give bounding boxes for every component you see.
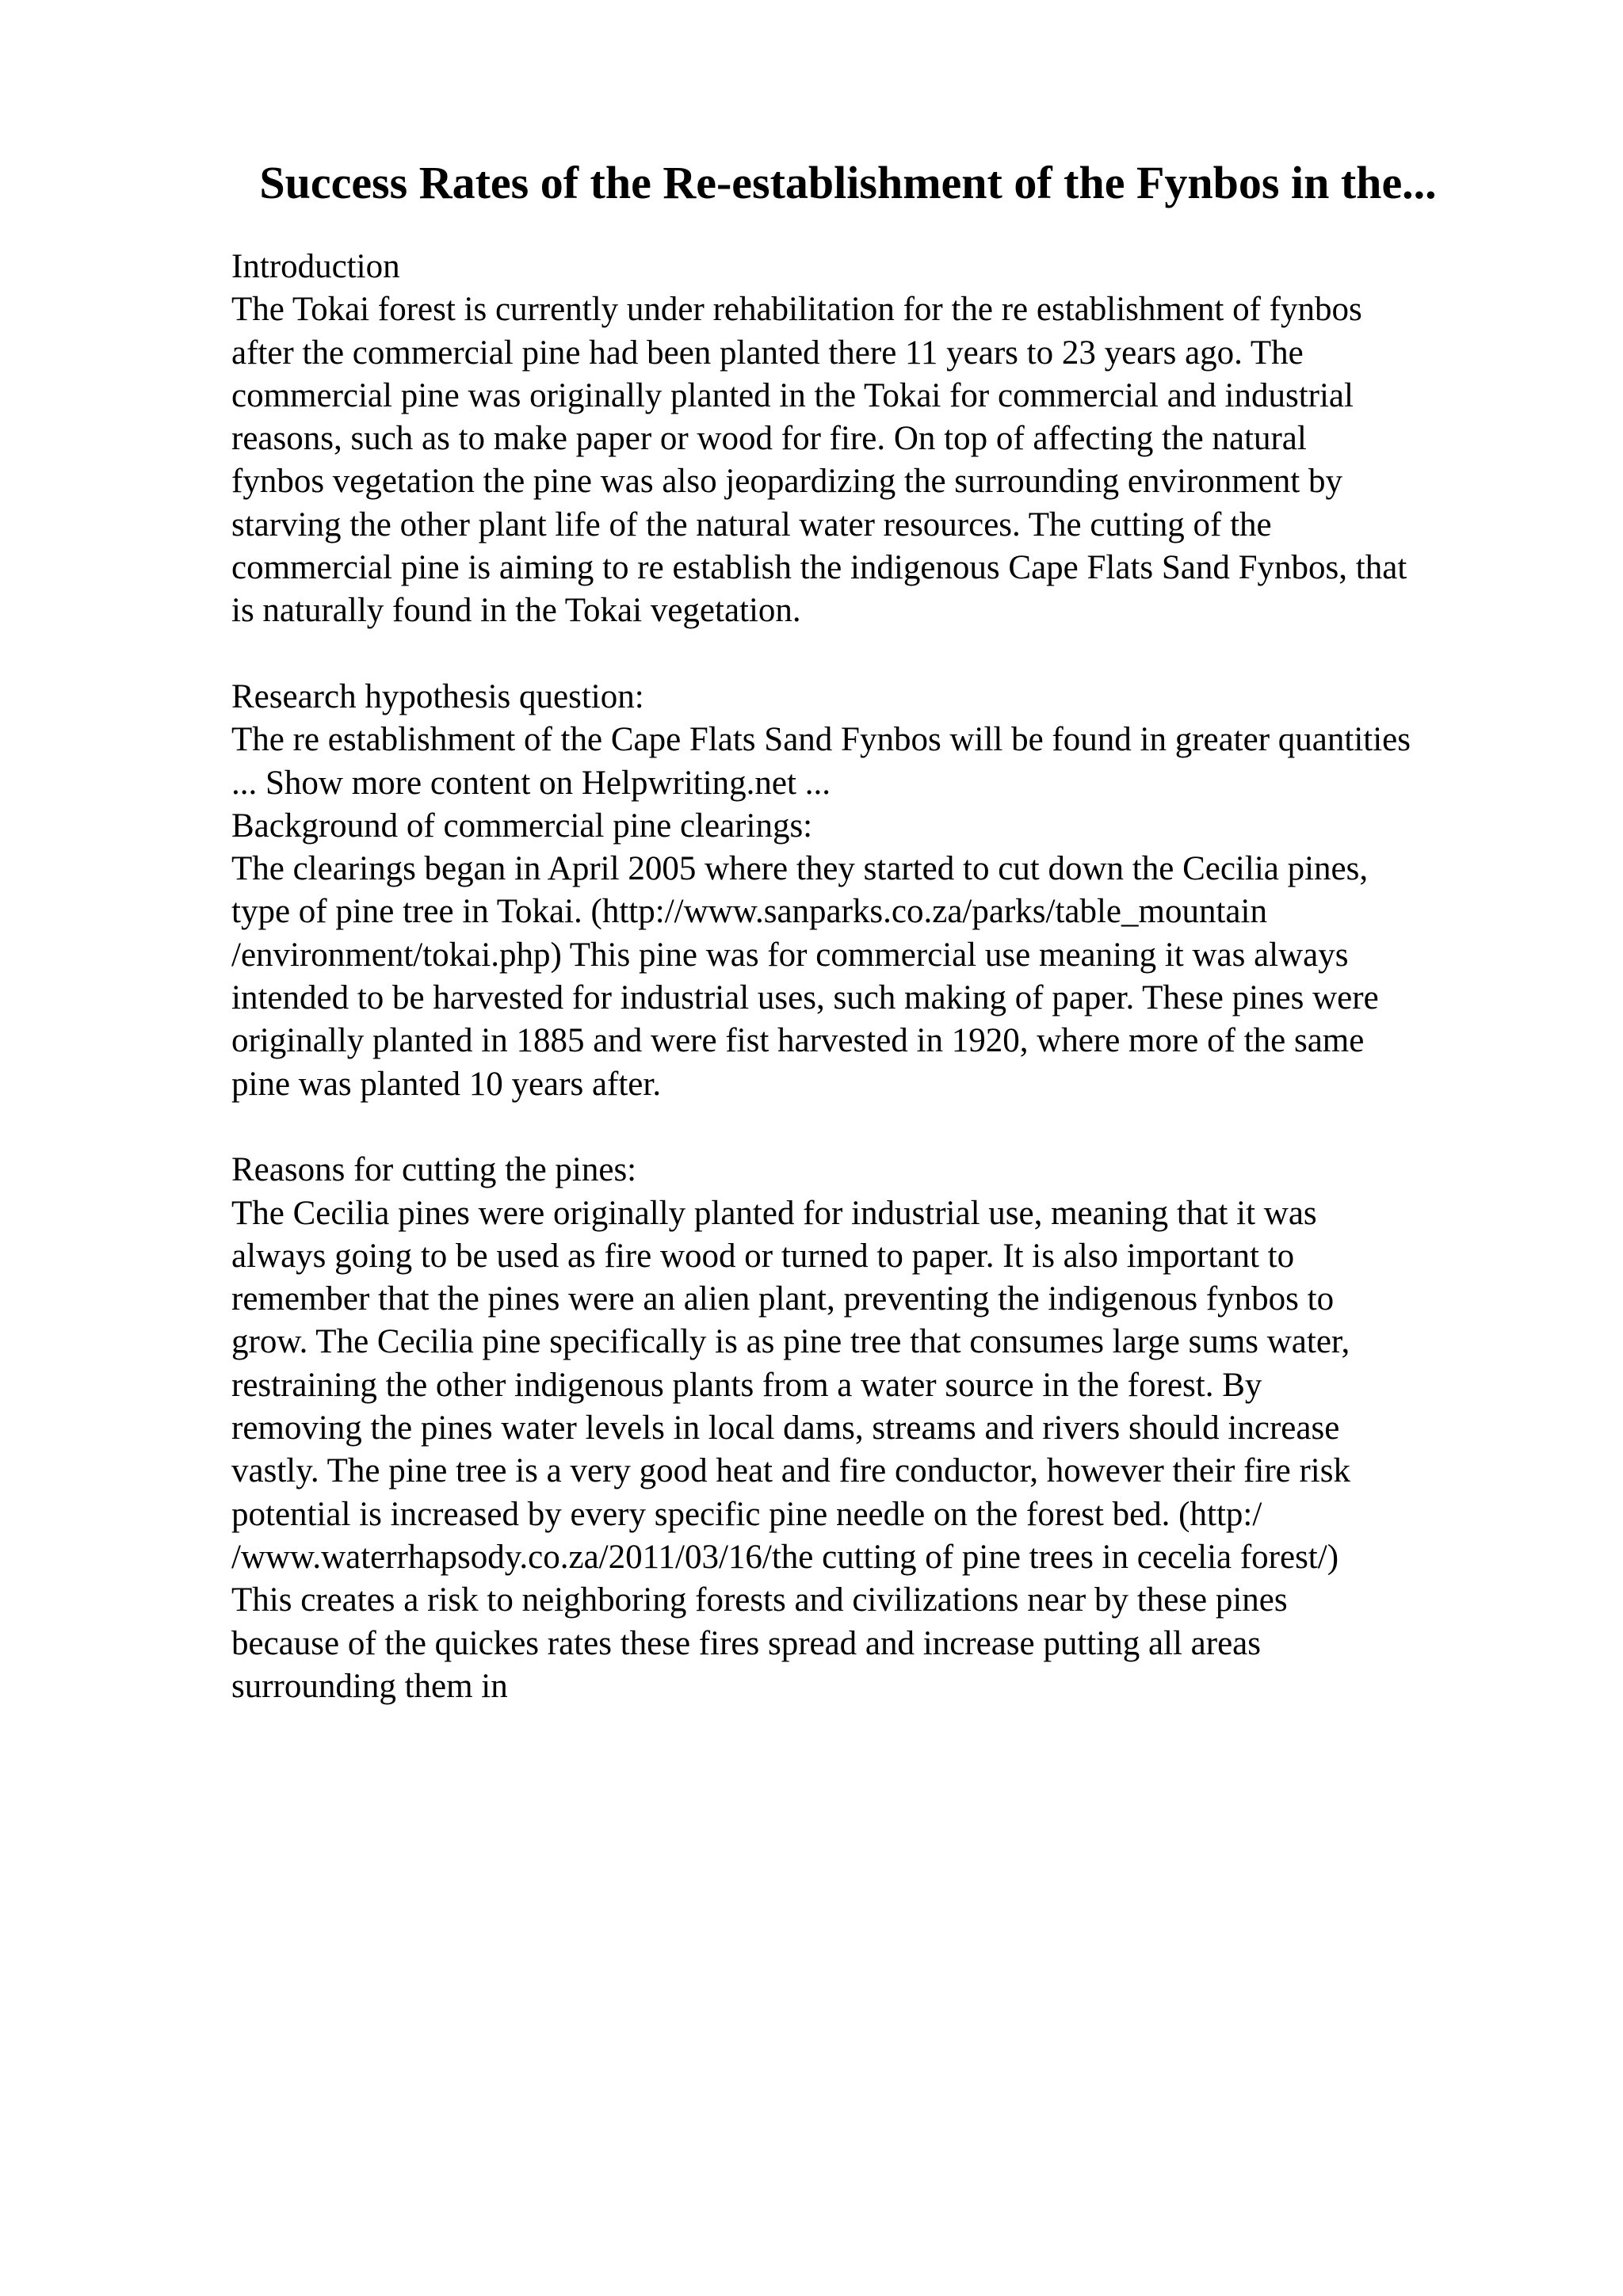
text-line: vastly. The pine tree is a very good heat and fire conductor, however their fire risk (231, 1452, 1350, 1490)
text-line: removing the pines water levels in local dams, streams and rivers should increase (231, 1409, 1340, 1447)
text-line: potential is increased by every specific pine needle on the forest bed. (http:/ (231, 1495, 1262, 1533)
text-line: The re establishment of the Cape Flats Sand Fynbos will be found in greater quantities (231, 721, 1411, 759)
text-line: is naturally found in the Tokai vegetation. (231, 592, 801, 630)
text-line: surrounding them in (231, 1667, 508, 1705)
text-line: The Tokai forest is currently under rehabilitation for the re establishment of fynbos (231, 291, 1362, 329)
text-line: Reasons for cutting the pines: (231, 1151, 637, 1189)
paragraph-gap (231, 633, 1563, 676)
text-line: remember that the pines were an alien plant, preventing the indigenous fynbos to (231, 1280, 1335, 1318)
text-line: type of pine tree in Tokai. (http://www.sanparks.co.za/parks/table_mountain (231, 893, 1267, 931)
text-line: intended to be harvested for industrial uses, such making of paper. These pines were (231, 979, 1379, 1017)
document-body (231, 246, 1563, 1708)
text-line: Research hypothesis question: (231, 677, 644, 715)
text-line: commercial pine was originally planted in the Tokai for commercial and industrial (231, 376, 1354, 414)
text-line: Introduction (231, 248, 400, 285)
text-line: grow. The Cecilia pine specifically is as pine tree that consumes large sums water, (231, 1323, 1350, 1361)
document-title: Success Rates of the Re-establishment of the Fynbos in the... (259, 157, 1437, 208)
text-line: ... Show more content on Helpwriting.net ... (231, 764, 831, 802)
text-line: The clearings began in April 2005 where they started to cut down the Cecilia pines, (231, 850, 1369, 888)
text-line: The Cecilia pines were originally planted for industrial use, meaning that it was (231, 1194, 1317, 1232)
text-line: because of the quickes rates these fires spread and increase putting all areas (231, 1624, 1261, 1662)
text-line: pine was planted 10 years after. (231, 1065, 662, 1103)
text-line: commercial pine is aiming to re establish the indigenous Cape Flats Sand Fynbos, that (231, 549, 1407, 587)
text-line: always going to be used as fire wood or turned to paper. It is also important to (231, 1237, 1295, 1275)
text-line: fynbos vegetation the pine was also jeopardizing the surrounding environment by (231, 463, 1342, 501)
text-line: /environment/tokai.php) This pine was for commercial use meaning it was always (231, 936, 1349, 974)
text-line: restraining the other indigenous plants from a water source in the forest. By (231, 1366, 1262, 1404)
text-line: originally planted in 1885 and were fist harvested in 1920, where more of the same (231, 1022, 1365, 1060)
text-line: This creates a risk to neighboring forests and civilizations near by these pines (231, 1581, 1288, 1619)
text-line: reasons, such as to make paper or wood for fire. On top of affecting the natural (231, 420, 1307, 458)
text-line: starving the other plant life of the natural water resources. The cutting of the (231, 505, 1272, 543)
text-line: Background of commercial pine clearings: (231, 807, 813, 845)
text-line: /www.waterrhapsody.co.za/2011/03/16/the cutting of pine trees in cecelia forest/) (231, 1538, 1339, 1576)
text-line: after the commercial pine had been planted there 11 years to 23 years ago. The (231, 334, 1304, 372)
paragraph-gap (231, 1106, 1563, 1149)
